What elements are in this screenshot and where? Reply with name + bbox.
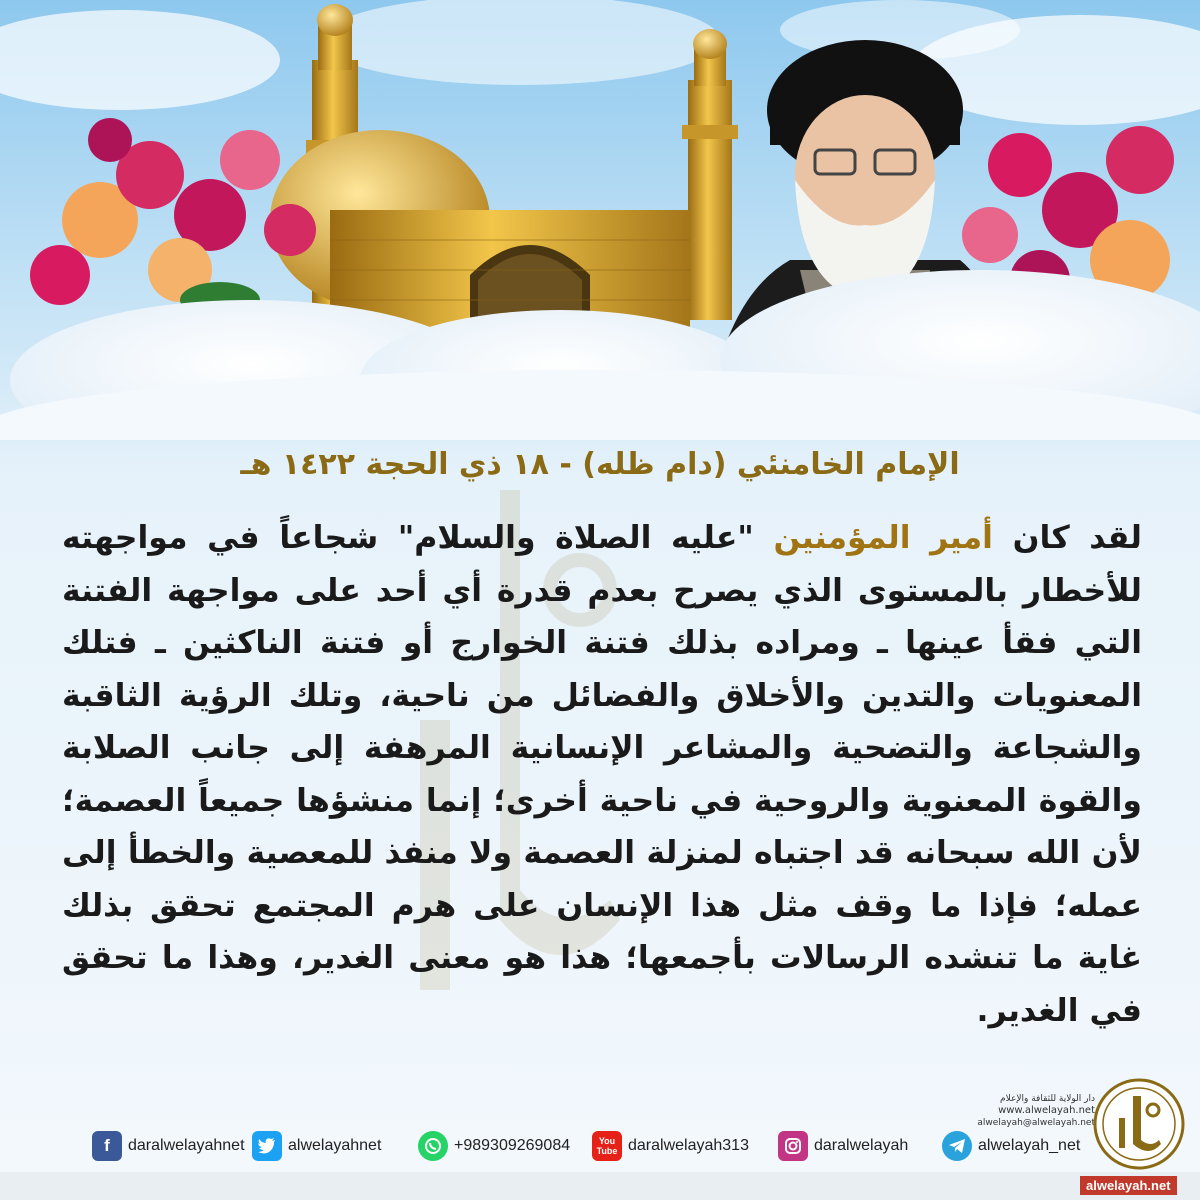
- youtube-icon: You Tube: [592, 1131, 622, 1161]
- publisher-email[interactable]: alwelayah@alwelayah.net: [977, 1118, 1095, 1128]
- social-label: daralwelayah313: [628, 1137, 749, 1154]
- social-label: alwelayahnet: [288, 1137, 382, 1154]
- social-label: alwelayah_net: [978, 1137, 1081, 1154]
- publisher-logo: [1093, 1078, 1185, 1170]
- social-instagram[interactable]: [778, 1128, 908, 1164]
- site-watermark: alwelayah.net: [1080, 1176, 1177, 1195]
- social-facebook[interactable]: [92, 1128, 245, 1164]
- telegram-icon: [942, 1131, 972, 1161]
- social-label: +989309269084: [454, 1137, 571, 1154]
- quote-intro: لقد كان: [992, 520, 1142, 556]
- whatsapp-icon: [418, 1131, 448, 1161]
- quote-header: الإمام الخامنئي (دام ظله) - ١٨ ذي الحجة ١٤٢٢ هـ: [240, 447, 960, 482]
- quote-rest: "عليه الصلاة والسلام" شجاعاً في مواجهته للأخطار بالمستوى الذي يصرح بعدم قدرة أي أحد على مواجهة الفتنة التي فقأ عينها ـ ومراده بذلك فتنة الخوارج أو فتنة الناكثين ـ فتلك المعنويات والتدين والأخلاق والفضائل من ناحية، وتلك الرؤية الثاقبة والشجاعة والتضحية والمشاعر الإنسانية المرهفة إلى جانب الصلابة والقوة المعنوية والروحية في ناحية أخرى؛ إنما منشؤها جميعاً العصمة؛ لأن الله سبحانه قد اجتباه لمنزلة العصمة ولا منفذ للمعصية والخطأ إلى عمله؛ فإذا ما وقف مثل هذا الإنسان على هرم المجتمع تحقق بذلك غاية ما تنشده الرسالات بأجمعها؛ هذا هو معنى الغدير، وهذا ما تحقق في الغدير.: [62, 520, 1142, 1029]
- footer-bar: [0, 1172, 1200, 1200]
- social-twitter[interactable]: [252, 1128, 381, 1164]
- publisher-site[interactable]: www.alwelayah.net: [998, 1105, 1095, 1116]
- social-telegram[interactable]: [942, 1128, 1080, 1164]
- social-label: daralwelayahnet: [128, 1137, 245, 1154]
- twitter-icon: [252, 1131, 282, 1161]
- minaret-right: [688, 80, 732, 320]
- roses-left: [30, 118, 316, 318]
- facebook-icon: f: [92, 1131, 122, 1161]
- hero-illustration: [0, 0, 1200, 440]
- publisher-info: [975, 1093, 1095, 1129]
- social-whatsapp[interactable]: [418, 1128, 570, 1164]
- quote-text: [62, 512, 1142, 1037]
- quote-highlight: أمير المؤمنين: [773, 520, 993, 556]
- instagram-icon: [778, 1131, 808, 1161]
- social-label: daralwelayah: [814, 1137, 909, 1154]
- social-youtube[interactable]: [592, 1128, 749, 1164]
- publisher-name: دار الولاية للثقافة والإعلام: [1000, 1094, 1095, 1104]
